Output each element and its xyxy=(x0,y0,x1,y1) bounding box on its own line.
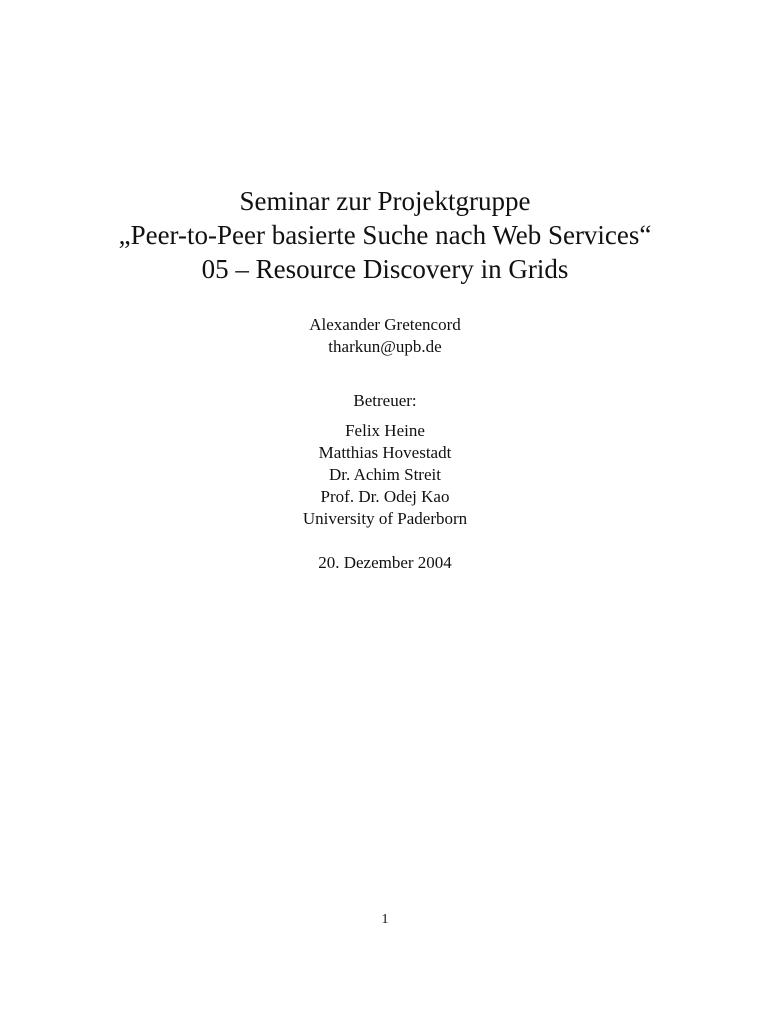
author-email: tharkun@upb.de xyxy=(328,337,442,356)
page-number: 1 xyxy=(381,912,389,927)
title-line-project: „Peer-to-Peer basierte Suche nach Web Services“ xyxy=(118,220,652,250)
supervisor-name: Felix Heine xyxy=(345,421,425,440)
author-name: Alexander Gretencord xyxy=(309,315,461,334)
supervisor-name: Prof. Dr. Odej Kao xyxy=(320,487,450,506)
author-block xyxy=(0,314,770,358)
supervisor-name: Dr. Achim Streit xyxy=(329,465,441,484)
document-title xyxy=(0,184,770,286)
supervisor-list xyxy=(0,420,770,530)
document-date: 20. Dezember 2004 xyxy=(318,553,452,572)
supervisor-name: Matthias Hovestadt xyxy=(318,443,452,462)
title-line-topic: 05 – Resource Discovery in Grids xyxy=(201,254,569,284)
institution-name: University of Paderborn xyxy=(302,509,468,528)
title-line-seminar: Seminar zur Projektgruppe xyxy=(239,186,531,216)
supervisor-heading: Betreuer: xyxy=(353,391,417,410)
